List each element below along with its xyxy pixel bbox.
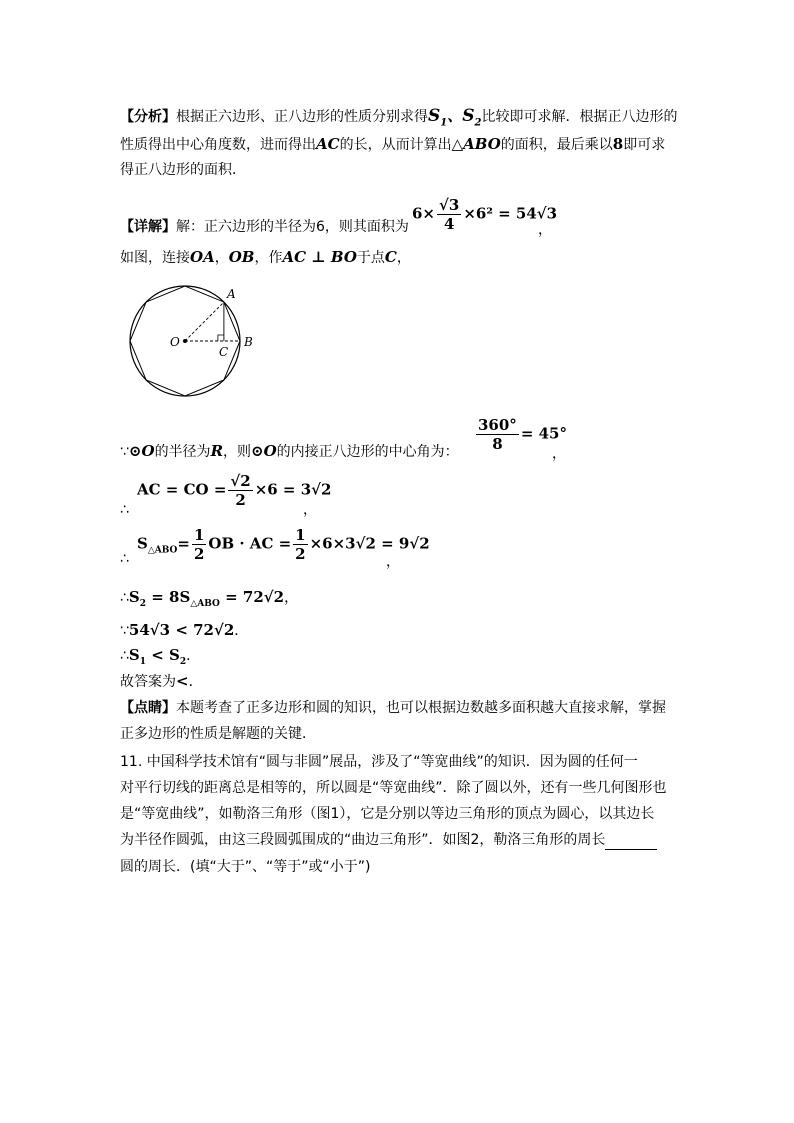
- comment-line-2: 正多边形的性质是解题的关键．: [120, 726, 316, 742]
- analysis-line-3: 得正八边形的面积．: [120, 162, 246, 178]
- octagon-figure: [120, 276, 270, 406]
- comment-tag: 【点睛】: [120, 700, 176, 716]
- detail-line-2: 如图，连接OA，OB，作AC ⊥ BO于点C，: [120, 248, 411, 266]
- detail-tag: 【详解】: [120, 219, 176, 235]
- question-line-4: 为半径作圆弧，由这三段圆弧围成的“曲边三角形”．如图2，勒洛三角形的周长: [120, 830, 657, 850]
- triangle-area-formula: $S_{\triangle ABO}=$ $\frac{1}{2}$ OB · AC = $\frac{1}{2}$ ×6×3√2 = 9√2: [137, 526, 430, 563]
- answer-value: <: [176, 672, 189, 690]
- ac-co-formula: AC = CO = $\frac{√2}{2}$ ×6 = 3√2: [137, 472, 332, 509]
- center-point-o: [183, 339, 187, 343]
- analysis-line-1: 【分析】根据正六边形、正八边形的性质分别求得$S_1$、$S_2$比较即可求解．根据正八边形的: [120, 106, 678, 129]
- step-compare: ∵54√3 < 72√2．: [120, 621, 249, 639]
- comment-line-1: 【点睛】本题考查了正多边形和圆的知识，也可以根据边数越多面积越大直接求解，掌握: [120, 700, 666, 716]
- label-a: A: [227, 287, 236, 301]
- question-line-1: 11. 中国科学技术馆有“圆与非圆”展品，涉及了“等宽曲线”的知识．因为圆的任何一: [120, 754, 638, 770]
- right-angle-mark: [218, 335, 224, 341]
- answer-line: 故答案为<．: [120, 672, 203, 690]
- step-central-angle: ∵⊙O的半径为R，则⊙O的内接正八边形的中心角为：: [120, 442, 459, 460]
- label-o: O: [170, 335, 180, 349]
- label-c: C: [219, 345, 229, 359]
- question-line-2: 对平行切线的距离总是相等的，所以圆是“等宽曲线”．除了圆以外，还有一些几何图形也: [120, 780, 667, 796]
- step-conclusion: $\therefore S_1 < S_2$．: [120, 646, 201, 667]
- analysis-line-2: 性质得出中心角度数，进而得出AC的长，从而计算出△ABO的面积，最后乘以8即可求: [120, 135, 666, 153]
- question-line-3: 是“等宽曲线”，如勒洛三角形（图1），它是分别以等边三角形的顶点为圆心，以其边长: [120, 806, 655, 822]
- hexagon-area-formula: 6× $\frac{√3}{4}$ ×6² = 54√3: [412, 196, 558, 233]
- answer-blank[interactable]: [605, 835, 657, 850]
- central-angle-formula: $\frac{360^\circ}{8}$ = 45°: [478, 416, 567, 453]
- step-s2: $\therefore S_2 = 8S_{\triangle ABO} = 72√2$，: [120, 588, 299, 609]
- question-line-5: 圆的周长．(填“大于”、“等于”或“小于”): [120, 859, 371, 875]
- detail-line-1: 【详解】解：正六边形的半径为6，则其面积为: [120, 219, 409, 235]
- label-b: B: [244, 335, 253, 349]
- analysis-tag: 【分析】: [120, 109, 176, 125]
